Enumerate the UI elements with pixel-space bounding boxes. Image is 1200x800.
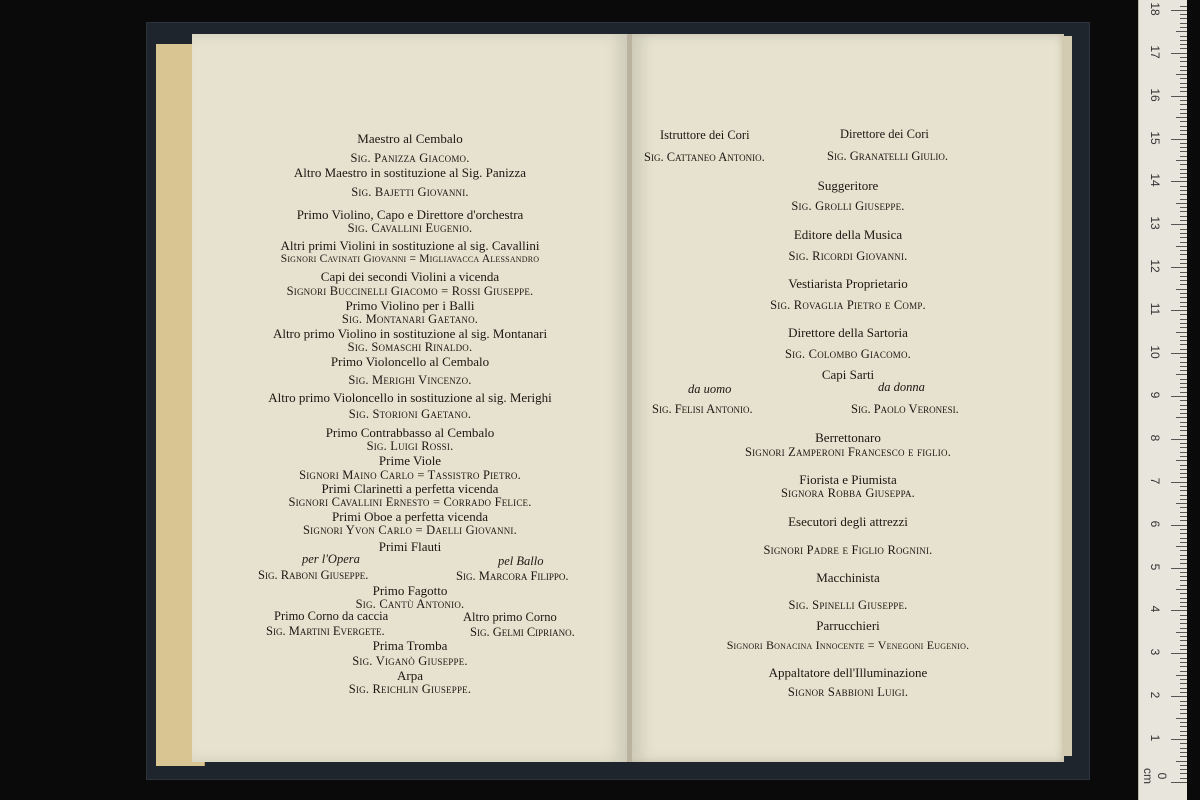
- ruler-tick: [1180, 456, 1187, 457]
- left-line-31: Sig. Viganò Giuseppe.: [352, 654, 468, 668]
- ruler-tick: [1176, 675, 1187, 676]
- ruler-tick: [1171, 53, 1187, 54]
- left-line-1: Maestro al Cembalo: [357, 131, 463, 146]
- ruler-tick: [1171, 267, 1187, 268]
- ruler-tick: [1176, 74, 1187, 75]
- ruler-number: 2: [1148, 691, 1162, 699]
- ruler-tick: [1180, 242, 1187, 243]
- ruler-tick: [1180, 319, 1187, 320]
- ruler-tick: [1176, 117, 1187, 118]
- ruler-tick: [1180, 66, 1187, 67]
- ruler-tick: [1171, 139, 1187, 140]
- ruler-tick: [1180, 344, 1187, 345]
- ruler-tick: [1180, 585, 1187, 586]
- right-line-20: Appaltatore dell'Illuminazione: [768, 665, 928, 680]
- ruler-tick: [1180, 199, 1187, 200]
- ruler-tick: [1171, 782, 1187, 783]
- ruler-tick: [1171, 653, 1187, 654]
- left-line-8: Signori Cavinati Giovanni = Migliavacca Alessandro: [280, 253, 540, 265]
- ruler-tick: [1180, 272, 1187, 273]
- left-line-19: Primo Contrabbasso al Cembalo: [325, 425, 495, 440]
- left-line-29: Sig. Cantù Antonio.: [355, 597, 465, 611]
- ruler-tick: [1180, 340, 1187, 341]
- ruler-tick: [1171, 353, 1187, 354]
- ruler-tick: [1171, 224, 1187, 225]
- flauti-opera-name: Sig. Raboni Giuseppe.: [258, 568, 369, 582]
- ruler-tick: [1180, 306, 1187, 307]
- ruler-number: 0 cm: [1141, 768, 1169, 784]
- right-page-edges: [1062, 36, 1072, 756]
- ruler-number: 5: [1148, 563, 1162, 570]
- ruler-number: 6: [1148, 520, 1162, 527]
- left-line-16: Sig. Merighi Vincenzo.: [348, 373, 472, 387]
- right-line-10: Berrettonaro: [815, 430, 881, 445]
- ruler-tick: [1180, 314, 1187, 315]
- ruler-tick: [1171, 310, 1187, 311]
- ruler-tick: [1180, 405, 1187, 406]
- right-page: [632, 34, 1064, 762]
- ruler-tick: [1180, 259, 1187, 260]
- ruler-tick: [1180, 701, 1187, 702]
- ruler-number: 13: [1148, 216, 1162, 230]
- ruler-tick: [1180, 336, 1187, 337]
- ruler-tick: [1171, 181, 1187, 182]
- corno-left-name: Sig. Martini Evergete.: [266, 624, 385, 638]
- ruler-number: 3: [1148, 648, 1162, 656]
- ruler-tick: [1176, 761, 1187, 762]
- ruler-tick: [1180, 623, 1187, 624]
- corno-right-name: Sig. Gelmi Cipriano.: [470, 625, 575, 639]
- ruler-tick: [1180, 413, 1187, 414]
- right-line-11: Signori Zamperoni Francesco e figlio.: [744, 445, 952, 459]
- ruler-tick: [1180, 593, 1187, 594]
- ruler-tick: [1180, 731, 1187, 732]
- left-line-30: Prima Tromba: [372, 638, 448, 653]
- ruler-tick: [1171, 96, 1187, 97]
- left-line-22: Signori Maino Carlo = Tassistro Pietro.: [299, 468, 521, 482]
- left-line-14: Sig. Somaschi Rinaldo.: [347, 340, 473, 354]
- right-line-4: Sig. Ricordi Giovanni.: [788, 249, 908, 263]
- ruler-tick: [1180, 615, 1187, 616]
- ruler-tick: [1180, 662, 1187, 663]
- ruler-tick: [1180, 250, 1187, 251]
- ruler-tick: [1180, 692, 1187, 693]
- ruler-tick: [1180, 173, 1187, 174]
- left-line-15: Primo Violoncello al Cembalo: [330, 354, 490, 369]
- ruler-tick: [1176, 460, 1187, 461]
- ruler-number: 4: [1148, 606, 1162, 613]
- ruler-tick: [1180, 36, 1187, 37]
- ruler-tick: [1180, 563, 1187, 564]
- ruler-tick: [1180, 666, 1187, 667]
- ruler-tick: [1180, 61, 1187, 62]
- ruler-tick: [1180, 229, 1187, 230]
- ruler-tick: [1180, 302, 1187, 303]
- left-line-18: Sig. Storioni Gaetano.: [348, 407, 472, 421]
- right-line-16: Macchinista: [816, 570, 880, 585]
- right-line-19: Signori Bonacina Innocente = Venegoni Eugenio.: [726, 638, 970, 652]
- left-line-5: Primo Violino, Capo e Direttore d'orchestra: [296, 207, 524, 222]
- cori-right-label: Direttore dei Cori: [840, 127, 929, 141]
- ruler-tick: [1180, 722, 1187, 723]
- ruler-tick: [1180, 276, 1187, 277]
- ruler-tick: [1180, 293, 1187, 294]
- ruler-tick: [1180, 254, 1187, 255]
- ruler-number: 8: [1148, 434, 1162, 442]
- ruler-tick: [1171, 610, 1187, 611]
- right-line-14: Esecutori degli attrezzi: [788, 514, 908, 529]
- ruler-tick: [1180, 126, 1187, 127]
- ruler-tick: [1180, 636, 1187, 637]
- ruler-tick: [1180, 151, 1187, 152]
- ruler-tick: [1180, 6, 1187, 7]
- ruler-number: 12: [1148, 259, 1162, 273]
- ruler-tick: [1176, 589, 1187, 590]
- ruler-tick: [1180, 48, 1187, 49]
- left-line-6: Sig. Cavallini Eugenio.: [347, 221, 473, 235]
- ruler-tick: [1180, 186, 1187, 187]
- ruler-tick: [1180, 164, 1187, 165]
- ruler-tick: [1180, 100, 1187, 101]
- ruler-number: 18: [1148, 2, 1162, 16]
- ruler-tick: [1180, 473, 1187, 474]
- left-line-2: Sig. Panizza Giacomo.: [350, 151, 470, 165]
- flauti-ballo-name: Sig. Marcora Filippo.: [456, 569, 569, 583]
- ruler-tick: [1180, 443, 1187, 444]
- left-line-11: Primo Violino per i Balli: [345, 298, 475, 313]
- ruler-tick: [1180, 121, 1187, 122]
- ruler-tick: [1180, 538, 1187, 539]
- ruler-tick: [1180, 490, 1187, 491]
- ruler-tick: [1180, 23, 1187, 24]
- ruler-tick: [1180, 263, 1187, 264]
- left-line-13: Altro primo Violino in sostituzione al sig. Montanari: [272, 326, 548, 341]
- ruler-tick: [1180, 379, 1187, 380]
- ruler-tick: [1180, 499, 1187, 500]
- ruler-tick: [1180, 679, 1187, 680]
- ruler-tick: [1180, 78, 1187, 79]
- cori-left-name: Sig. Cattaneo Antonio.: [644, 150, 765, 164]
- ruler-tick: [1176, 374, 1187, 375]
- ruler-tick: [1180, 156, 1187, 157]
- ruler-tick: [1180, 169, 1187, 170]
- sarti-right-label: da donna: [878, 380, 925, 394]
- ruler-tick: [1180, 104, 1187, 105]
- ruler-tick: [1180, 143, 1187, 144]
- ruler-tick: [1180, 486, 1187, 487]
- ruler-tick: [1180, 452, 1187, 453]
- ruler-tick: [1176, 718, 1187, 719]
- ruler-tick: [1180, 284, 1187, 285]
- ruler-tick: [1180, 233, 1187, 234]
- ruler-tick: [1180, 649, 1187, 650]
- ruler-tick: [1180, 683, 1187, 684]
- ruler-tick: [1180, 177, 1187, 178]
- left-line-4: Sig. Bajetti Giovanni.: [351, 185, 469, 199]
- ruler-tick: [1180, 756, 1187, 757]
- ruler-tick: [1171, 739, 1187, 740]
- ruler-tick: [1180, 383, 1187, 384]
- sarti-left-name: Sig. Felisi Antonio.: [652, 402, 753, 416]
- ruler-tick: [1180, 70, 1187, 71]
- ruler-tick: [1180, 598, 1187, 599]
- ruler-tick: [1180, 512, 1187, 513]
- ruler-tick: [1180, 495, 1187, 496]
- ruler-tick: [1180, 576, 1187, 577]
- ruler-tick: [1180, 765, 1187, 766]
- ruler-tick: [1180, 645, 1187, 646]
- ruler-tick: [1180, 237, 1187, 238]
- ruler-tick: [1180, 507, 1187, 508]
- ruler-tick: [1180, 550, 1187, 551]
- measuring-ruler: [1138, 0, 1187, 800]
- ruler-tick: [1180, 147, 1187, 148]
- ruler-tick: [1180, 658, 1187, 659]
- ruler-tick: [1180, 602, 1187, 603]
- ruler-tick: [1180, 357, 1187, 358]
- right-line-3: Editore della Musica: [793, 227, 903, 242]
- ruler-tick: [1180, 533, 1187, 534]
- ruler-tick: [1180, 743, 1187, 744]
- ruler-tick: [1180, 220, 1187, 221]
- ruler-tick: [1180, 109, 1187, 110]
- ruler-tick: [1180, 87, 1187, 88]
- left-line-28: Primo Fagotto: [372, 583, 448, 598]
- ruler-tick: [1180, 392, 1187, 393]
- ruler-tick: [1176, 632, 1187, 633]
- ruler-number: 1: [1148, 734, 1162, 742]
- ruler-tick: [1180, 387, 1187, 388]
- ruler-tick: [1180, 752, 1187, 753]
- ruler-tick: [1180, 216, 1187, 217]
- ruler-tick: [1180, 447, 1187, 448]
- left-line-9: Capi dei secondi Violini a vicenda: [320, 269, 500, 284]
- ruler-tick: [1180, 207, 1187, 208]
- ruler-tick: [1176, 289, 1187, 290]
- left-line-24: Signori Cavallini Ernesto = Corrado Felice.: [288, 495, 532, 509]
- ruler-tick: [1180, 688, 1187, 689]
- ruler-tick: [1180, 748, 1187, 749]
- left-line-3: Altro Maestro in sostituzione al Sig. Panizza: [293, 165, 527, 180]
- ruler-tick: [1180, 713, 1187, 714]
- left-line-25: Primi Oboe a perfetta vicenda: [332, 509, 488, 524]
- ruler-tick: [1176, 417, 1187, 418]
- ruler-tick: [1180, 362, 1187, 363]
- ruler-tick: [1180, 426, 1187, 427]
- ruler-tick: [1171, 396, 1187, 397]
- ruler-number: 16: [1148, 87, 1162, 102]
- flauti-ballo-label: pel Ballo: [498, 554, 544, 568]
- right-line-8: Sig. Colombo Giacomo.: [784, 347, 911, 361]
- ruler-tick: [1180, 91, 1187, 92]
- ruler-tick: [1180, 370, 1187, 371]
- ruler-tick: [1180, 40, 1187, 41]
- left-line-10: Signori Buccinelli Giacomo = Rossi Giuseppe.: [286, 284, 534, 298]
- ruler-tick: [1180, 44, 1187, 45]
- ruler-number: 9: [1148, 391, 1162, 399]
- cori-right-name: Sig. Granatelli Giulio.: [827, 149, 948, 163]
- ruler-tick: [1180, 83, 1187, 84]
- ruler-tick: [1176, 546, 1187, 547]
- ruler-tick: [1180, 735, 1187, 736]
- ruler-tick: [1180, 297, 1187, 298]
- ruler-tick: [1176, 503, 1187, 504]
- right-line-7: Direttore della Sartoria: [788, 325, 908, 340]
- ruler-tick: [1180, 542, 1187, 543]
- right-line-5: Vestiarista Proprietario: [788, 276, 908, 291]
- ruler-tick: [1180, 709, 1187, 710]
- ruler-tick: [1180, 572, 1187, 573]
- ruler-tick: [1180, 27, 1187, 28]
- ruler-tick: [1176, 31, 1187, 32]
- ruler-tick: [1180, 640, 1187, 641]
- left-line-23: Primi Clarinetti a perfetta vicenda: [321, 481, 499, 496]
- ruler-tick: [1180, 705, 1187, 706]
- ruler-tick: [1180, 194, 1187, 195]
- ruler-tick: [1180, 280, 1187, 281]
- ruler-tick: [1180, 430, 1187, 431]
- ruler-tick: [1180, 366, 1187, 367]
- ruler-tick: [1180, 323, 1187, 324]
- ruler-tick: [1180, 349, 1187, 350]
- ruler-tick: [1180, 773, 1187, 774]
- ruler-number: 11: [1148, 302, 1162, 316]
- ruler-tick: [1180, 628, 1187, 629]
- ruler-tick: [1180, 769, 1187, 770]
- ruler-tick: [1171, 696, 1187, 697]
- ruler-tick: [1180, 778, 1187, 779]
- left-line-7: Altri primi Violini in sostituzione al sig. Cavallini: [280, 238, 540, 253]
- ruler-tick: [1180, 516, 1187, 517]
- ruler-tick: [1171, 439, 1187, 440]
- ruler-tick: [1176, 203, 1187, 204]
- ruler-tick: [1176, 160, 1187, 161]
- ruler-tick: [1180, 134, 1187, 135]
- sarti-right-name: Sig. Paolo Veronesi.: [851, 402, 959, 416]
- left-line-12: Sig. Montanari Gaetano.: [341, 312, 479, 326]
- left-line-20: Sig. Luigi Rossi.: [366, 439, 454, 453]
- ruler-tick: [1176, 246, 1187, 247]
- left-line-27: Primi Flauti: [378, 539, 442, 554]
- ruler-tick: [1180, 422, 1187, 423]
- left-page: [192, 34, 628, 762]
- ruler-tick: [1180, 671, 1187, 672]
- left-line-21: Prime Viole: [378, 453, 442, 468]
- left-line-26: Signori Yvon Carlo = Daelli Giovanni.: [303, 523, 517, 537]
- ruler-tick: [1180, 555, 1187, 556]
- left-line-32: Arpa: [397, 668, 423, 683]
- ruler-tick: [1180, 190, 1187, 191]
- ruler-tick: [1180, 18, 1187, 19]
- ruler-tick: [1180, 211, 1187, 212]
- right-line-18: Parrucchieri: [816, 618, 880, 633]
- sarti-left-label: da uomo: [688, 382, 732, 396]
- right-line-12: Fiorista e Piumista: [799, 472, 897, 487]
- ruler-tick: [1180, 113, 1187, 114]
- ruler-tick: [1180, 529, 1187, 530]
- ruler-tick: [1180, 580, 1187, 581]
- ruler-tick: [1180, 619, 1187, 620]
- flauti-opera-label: per l'Opera: [302, 552, 360, 566]
- right-line-1: Suggeritore: [817, 178, 879, 193]
- ruler-tick: [1180, 435, 1187, 436]
- right-line-6: Sig. Rovaglia Pietro e Comp.: [770, 298, 926, 312]
- ruler-tick: [1180, 465, 1187, 466]
- ruler-tick: [1180, 57, 1187, 58]
- ruler-tick: [1176, 332, 1187, 333]
- left-line-17: Altro primo Violoncello in sostituzione al sig. Merighi: [268, 390, 552, 405]
- ruler-tick: [1180, 726, 1187, 727]
- ruler-number: 15: [1148, 130, 1162, 145]
- corno-left-label: Primo Corno da caccia: [274, 609, 389, 623]
- ruler-tick: [1171, 568, 1187, 569]
- corno-right-label: Altro primo Corno: [463, 610, 557, 624]
- ruler-tick: [1180, 477, 1187, 478]
- ruler-tick: [1171, 525, 1187, 526]
- right-line-21: Signor Sabbioni Luigi.: [787, 685, 909, 699]
- ruler-number: 14: [1148, 173, 1162, 188]
- ruler-tick: [1171, 482, 1187, 483]
- ruler-tick: [1180, 606, 1187, 607]
- left-line-33: Sig. Reichlin Giuseppe.: [348, 682, 472, 696]
- ruler-tick: [1180, 327, 1187, 328]
- right-line-13: Signora Robba Giuseppa.: [781, 486, 915, 500]
- ruler-tick: [1180, 559, 1187, 560]
- ruler-tick: [1180, 520, 1187, 521]
- ruler-number: 17: [1148, 45, 1162, 59]
- ruler-tick: [1180, 14, 1187, 15]
- ruler-tick: [1180, 130, 1187, 131]
- ruler-tick: [1180, 400, 1187, 401]
- ruler-number: 7: [1148, 477, 1162, 485]
- ruler-tick: [1171, 10, 1187, 11]
- cori-left-label: Istruttore dei Cori: [660, 128, 750, 142]
- ruler-tick: [1180, 409, 1187, 410]
- right-line-2: Sig. Grolli Giuseppe.: [791, 199, 905, 213]
- right-line-9: Capi Sarti: [821, 367, 875, 382]
- right-line-15: Signori Padre e Figlio Rognini.: [763, 543, 933, 557]
- right-line-17: Sig. Spinelli Giuseppe.: [788, 598, 908, 612]
- ruler-number: 10: [1148, 345, 1162, 359]
- ruler-tick: [1180, 469, 1187, 470]
